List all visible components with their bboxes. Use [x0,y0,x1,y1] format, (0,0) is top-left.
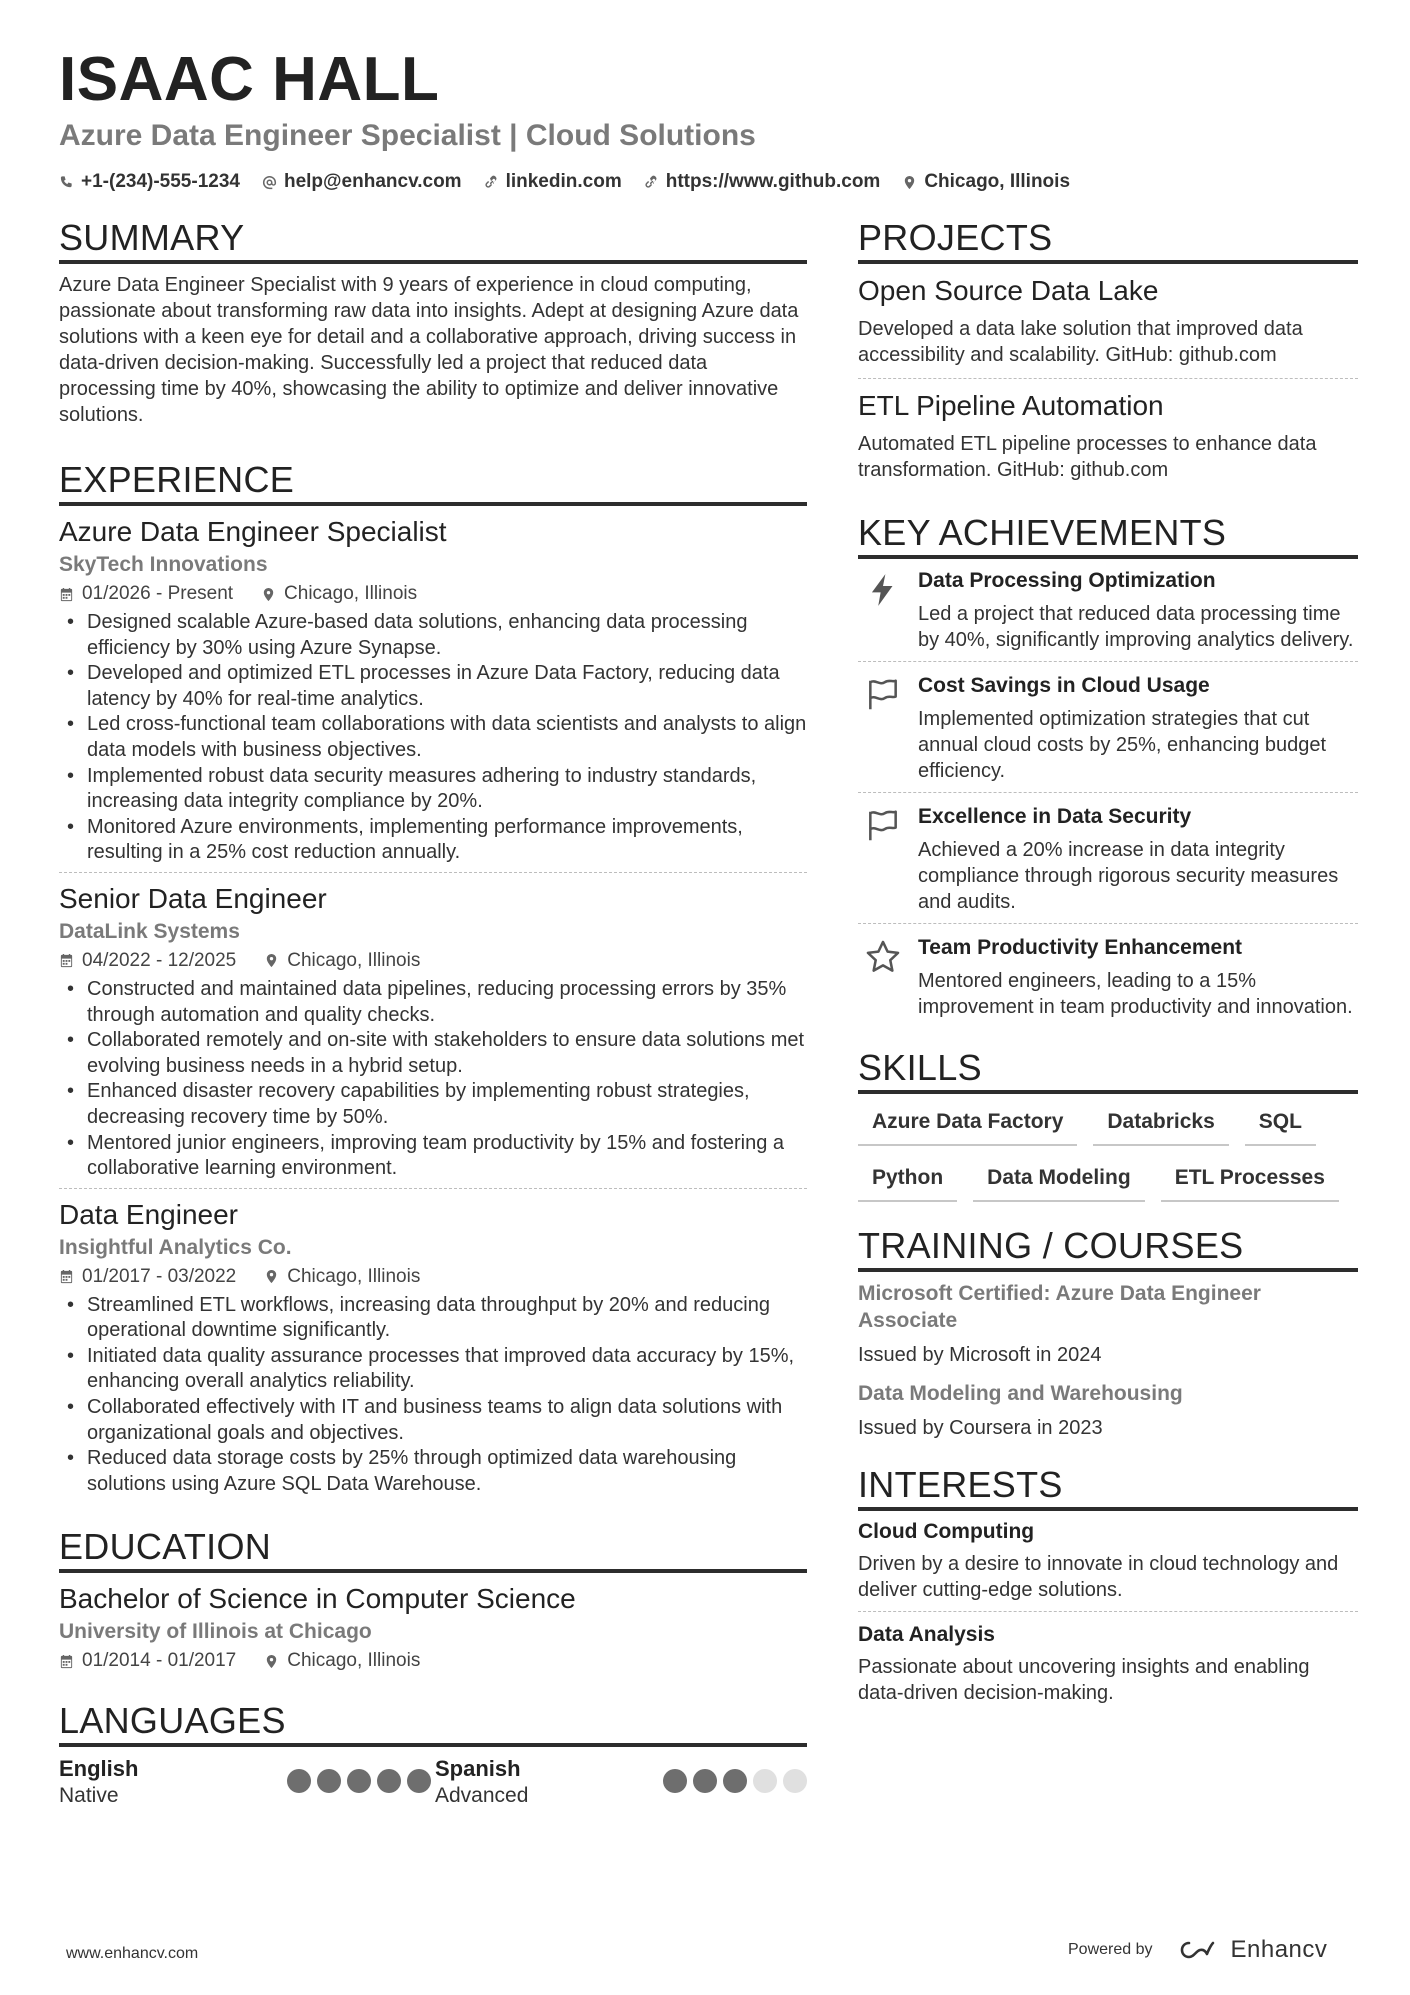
link-icon [484,175,499,190]
location-icon [264,953,279,968]
language-item [435,1755,807,1809]
achievement-item [858,923,1358,1028]
job-bullet: • Reduced data storage costs by 25% through optimized data warehousing solutions using Azure SQL Data Warehouse. [59,1446,807,1497]
contact-email[interactable] [262,170,462,194]
course-issuer: Issued by Coursera in 2023 [858,1417,1103,1439]
skill-tag: Azure Data Factory [858,1104,1077,1146]
job-bullet: • Collaborated remotely and on-site with stakeholders to ensure data solutions met evolving business needs in a hybrid setup. [59,1028,807,1079]
job-title: Senior Data Engineer [59,882,327,914]
skill-tag: Python [858,1160,957,1202]
location-icon [264,1654,279,1669]
rating-dot-filled [377,1769,401,1793]
job-entry [59,872,807,1188]
achievements-section [858,511,1358,1028]
project-item [858,272,1358,378]
language-name: English [59,1756,139,1782]
job-meta [59,947,807,975]
languages-row [59,1755,807,1809]
job-company: SkyTech Innovations [59,553,268,576]
experience-section [59,458,807,1503]
skills-list [858,1102,1358,1202]
language-item [59,1755,431,1809]
flag-icon [864,676,902,714]
job-dates: 01/2026 - Present [82,583,234,604]
candidate-title: Azure Data Engineer Specialist | Cloud Solutions [59,119,756,152]
job-bullet: • Implemented robust data security measures adhering to industry standards, increasing data integrity compliance by 20%. [59,764,807,815]
job-bullet: • Developed and optimized ETL processes in Azure Data Factory, reducing data latency by 40% for real-time analytics. [59,661,807,712]
lightning-icon [864,571,902,609]
rating-dot-filled [347,1769,371,1793]
location-icon [902,175,917,190]
achievement-description: Achieved a 20% increase in data integrity compliance through rigorous security measures and audits. [918,839,1339,913]
rating-dot-empty [783,1769,807,1793]
job-location: Chicago, Illinois [287,1265,421,1287]
rating-dot-empty [753,1769,777,1793]
job-bullet: • Designed scalable Azure-based data solutions, enhancing data processing efficiency by 30% using Azure Synapse. [59,610,807,661]
achievement-title: Excellence in Data Security [918,805,1192,828]
job-title: Data Engineer [59,1198,239,1230]
footer-website[interactable]: www.enhancv.com [66,1945,199,1962]
job-bullet: • Led cross-functional team collaborations with data scientists and analysts to align data models with business objectives. [59,712,807,763]
achievement-item [858,661,1358,792]
interest-item [858,1611,1358,1714]
achievement-description: Led a project that reduced data processing time by 40%, significantly improving analytics delivery. [918,603,1354,651]
achievement-item [858,792,1358,923]
job-company: DataLink Systems [59,919,240,943]
education-heading: EDUCATION [59,1525,807,1573]
skills-section [858,1046,1358,1202]
job-bullet: • Monitored Azure environments, implementing performance improvements, resulting in a 25% cost reduction annually. [59,815,807,866]
location-icon [264,1269,279,1284]
rating-dot-filled [663,1769,687,1793]
contact-github-text: https://www.github.com [665,171,881,192]
job-bullet: • Collaborated effectively with IT and business teams to align data solutions with organizational goals and objectives. [59,1395,807,1446]
powered-by-label: Powered by [1068,1941,1153,1958]
job-bullets [59,610,807,866]
achievement-description: Implemented optimization strategies that cut annual cloud costs by 25%, enhancing budget efficiency. [918,708,1327,782]
achievement-title: Data Processing Optimization [918,569,1216,592]
rating-dot-filled [407,1769,431,1793]
brand-name: Enhancv [1230,1936,1328,1963]
contact-linkedin[interactable] [484,170,622,194]
project-description: Developed a data lake solution that improved data accessibility and scalability. GitHub: github.com [858,318,1303,366]
contact-location-text: Chicago, Illinois [924,171,1071,192]
interest-title: Cloud Computing [858,1520,1035,1543]
interests-section [858,1463,1358,1714]
rating-dot-filled [693,1769,717,1793]
enhancv-logo-icon [1177,1938,1223,1962]
course-title: Data Modeling and Warehousing [858,1382,1183,1405]
language-name: Spanish [435,1756,521,1782]
training-heading: TRAINING / COURSES [858,1224,1358,1272]
contact-bar [59,170,1070,194]
left-column [59,216,807,1809]
skill-tag: ETL Processes [1161,1160,1339,1202]
summary-text: Azure Data Engineer Specialist with 9 years of experience in cloud computing, passionate about transforming raw data into insights. Adept at designing Azure data solutions with a keen eye for detail and a collaborative approach, driving success in data-driven decision-making. Successfully led a project that reduced data processing time by 40%, showcasing the ability to optimize and deliver innovative solutions. [59,274,799,426]
summary-heading: SUMMARY [59,216,807,264]
job-location: Chicago, Illinois [287,949,421,971]
education-degree: Bachelor of Science in Computer Science [59,1583,576,1615]
achievement-title: Cost Savings in Cloud Usage [918,674,1210,697]
skills-heading: SKILLS [858,1046,1358,1094]
interest-item [858,1519,1358,1611]
skill-tag: Data Modeling [973,1160,1145,1202]
rating-dot-filled [317,1769,341,1793]
link-icon [644,175,659,190]
at-icon [262,175,277,190]
interest-title: Data Analysis [858,1623,995,1646]
course-item [858,1380,1358,1441]
course-issuer: Issued by Microsoft in 2024 [858,1344,1102,1366]
contact-linkedin-text: linkedin.com [505,171,622,192]
project-description: Automated ETL pipeline processes to enhance data transformation. GitHub: github.com [858,433,1317,481]
job-bullets [59,1293,807,1498]
achievements-heading: KEY ACHIEVEMENTS [858,511,1358,559]
education-section [59,1525,807,1675]
language-rating [287,1769,431,1793]
job-meta [59,1263,807,1291]
candidate-name: ISAAC HALL [59,45,440,114]
job-bullets [59,977,807,1182]
star-icon [864,938,902,976]
experience-heading: EXPERIENCE [59,458,807,506]
rating-dot-filled [723,1769,747,1793]
language-level: Advanced [435,1784,529,1808]
location-icon [261,587,276,602]
calendar-icon [59,953,74,968]
interests-heading: INTERESTS [858,1463,1358,1511]
interest-description: Passionate about uncovering insights and enabling data-driven decision-making. [858,1656,1310,1704]
training-section [858,1224,1358,1441]
project-title: ETL Pipeline Automation [858,390,1164,421]
skill-tag: Databricks [1093,1104,1228,1146]
footer-branding [1068,1936,1327,1964]
rating-dot-filled [287,1769,311,1793]
project-item [858,378,1358,493]
education-location: Chicago, Illinois [287,1650,421,1672]
languages-section [59,1699,807,1809]
skill-tag: SQL [1245,1104,1316,1146]
job-bullet: • Streamlined ETL workflows, increasing data throughput by 20% and reducing operational downtime significantly. [59,1293,807,1344]
achievement-description: Mentored engineers, leading to a 15% improvement in team productivity and innovation. [918,970,1353,1018]
job-title: Azure Data Engineer Specialist [59,516,447,547]
job-entry [59,514,807,872]
job-dates: 04/2022 - 12/2025 [82,949,237,971]
job-entry [59,1188,807,1504]
projects-heading: PROJECTS [858,216,1358,264]
achievement-item [858,567,1358,661]
contact-phone[interactable] [59,170,240,194]
phone-icon [59,175,74,190]
education-dates: 01/2014 - 01/2017 [82,1650,237,1672]
language-level: Native [59,1784,119,1808]
flag-icon [864,807,902,845]
projects-section [858,216,1358,493]
job-meta [59,580,807,608]
calendar-icon [59,1654,74,1669]
course-item [858,1280,1358,1368]
calendar-icon [59,1269,74,1284]
job-bullet: • Enhanced disaster recovery capabilities by implementing robust strategies, decreasing recovery time by 50%. [59,1079,807,1130]
education-meta [59,1647,807,1675]
project-title: Open Source Data Lake [858,275,1159,306]
summary-section [59,216,807,428]
contact-email-text: help@enhancv.com [283,171,462,192]
job-bullet: • Mentored junior engineers, improving team productivity by 15% and fostering a collaborative learning environment. [59,1131,807,1182]
job-dates: 01/2017 - 03/2022 [82,1265,237,1287]
contact-phone-text: +1-(234)-555-1234 [81,171,240,192]
languages-heading: LANGUAGES [59,1699,807,1747]
education-school: University of Illinois at Chicago [59,1620,372,1644]
job-company: Insightful Analytics Co. [59,1235,292,1259]
right-column [858,216,1358,1714]
job-location: Chicago, Illinois [284,583,418,604]
contact-location [902,170,1070,194]
brand-logo[interactable] [1177,1936,1328,1964]
interest-description: Driven by a desire to innovate in cloud technology and deliver cutting-edge solutions. [858,1553,1339,1601]
job-bullet: • Constructed and maintained data pipelines, reducing processing errors by 35% through automation and quality checks. [59,977,807,1028]
achievement-title: Team Productivity Enhancement [918,936,1243,959]
contact-github[interactable] [644,170,881,194]
job-bullet: • Initiated data quality assurance processes that improved data accuracy by 15%, enhancing overall analytics reliability. [59,1344,807,1395]
calendar-icon [59,587,74,602]
course-title: Microsoft Certified: Azure Data Engineer Associate [858,1282,1261,1332]
language-rating [663,1769,807,1793]
